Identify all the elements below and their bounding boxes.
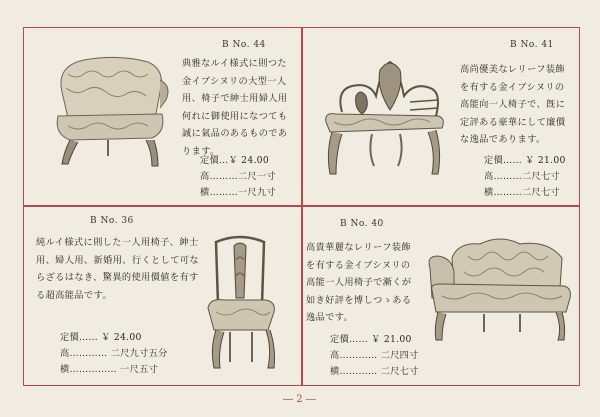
item-description: 純ルイ様式に則した一人用椅子、紳士 用、婦人用、新婚用、行くとして可な らざるはなき、驚異的使用價値を有す る超高能品です。 bbox=[36, 237, 199, 301]
item-number: B No. 40 bbox=[340, 219, 384, 229]
side-chair-b36-image bbox=[200, 232, 282, 374]
item-specs: 定價…… ￥ 21.00 高………… 二尺四寸 横………… 二尺七寸 bbox=[330, 334, 419, 377]
item-description: 高貴華麗なレリーフ装飾 を有する金イブシヌリの 高能一人用椅子で漸くが 如き好評を博しつゝある 逸品です。 bbox=[306, 242, 412, 323]
item-number: B No. 41 bbox=[510, 40, 554, 50]
item-specs: 定價…￥ 24.00 高………二尺一寸 横………一尺九寸 bbox=[200, 155, 276, 198]
item-number: B No. 36 bbox=[90, 216, 134, 226]
item-specs: 定價…… ￥ 21.00 高………二尺七寸 横………二尺七寸 bbox=[484, 155, 566, 198]
settee-b41-image bbox=[318, 52, 448, 182]
settee-b40-image bbox=[424, 228, 574, 346]
item-description: 典雅なルイ様式に則つた 金イブシヌリの大型一人 用、椅子で紳士用婦人用 何れに御使用になつても 誠に氣品のあるものであ ります。 bbox=[182, 58, 288, 157]
item-description: 高尚優美なレリーフ装飾 を有する金イブシヌリの 高能向一人椅子で、旣に 定評ある豪華にして廉價 な逸品であります。 bbox=[460, 64, 566, 145]
armchair-b44-image bbox=[48, 52, 173, 172]
item-specs: 定價…… ￥ 24.00 高………… 二尺九寸五分 横…………… 一尺五寸 bbox=[60, 332, 168, 375]
horizontal-divider bbox=[23, 205, 580, 207]
item-number: B No. 44 bbox=[222, 40, 266, 50]
page-number: ― 2 ― bbox=[283, 394, 316, 405]
vertical-divider bbox=[301, 27, 303, 386]
